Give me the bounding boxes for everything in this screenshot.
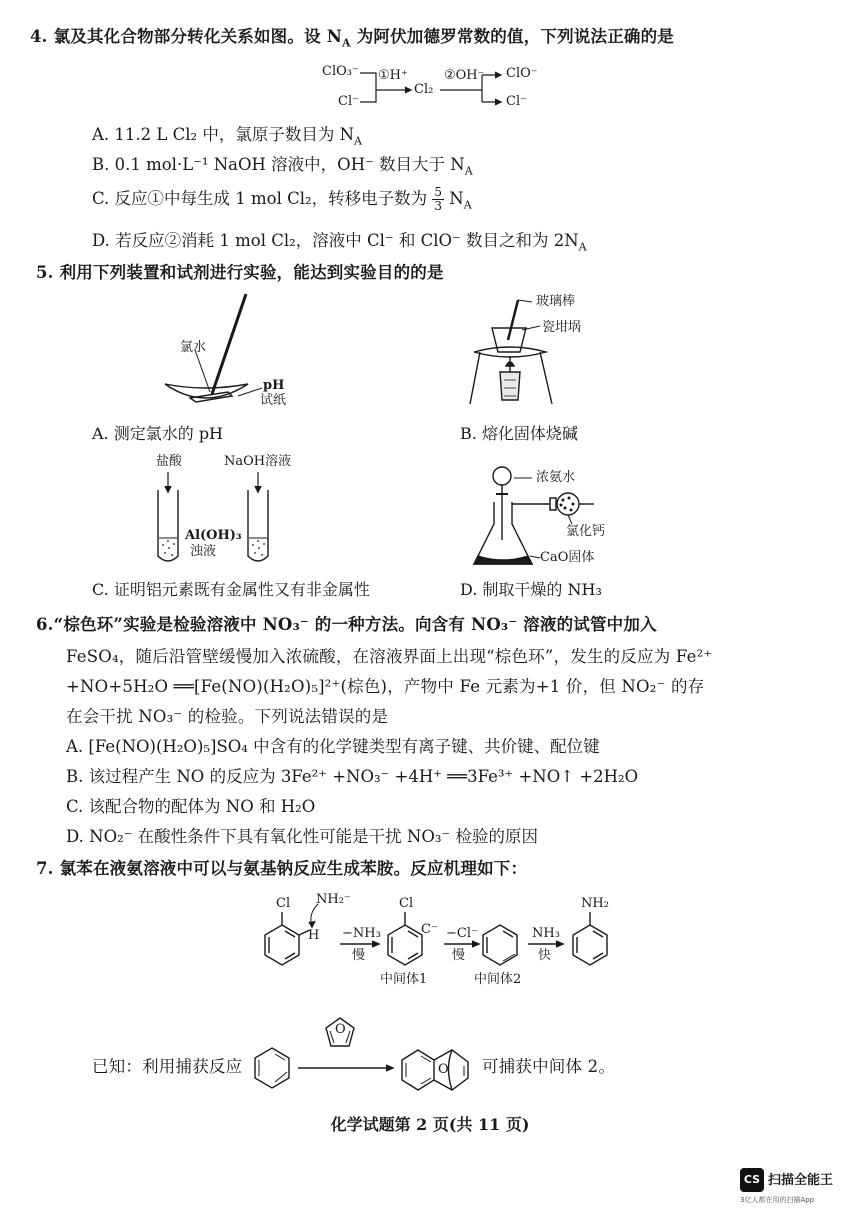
q5-option-a[interactable]: A. 测定氯水的 pH (92, 424, 224, 443)
label-test-paper: 试纸 (260, 393, 287, 408)
q7-stem: 7. 氯苯在液氨溶液中可以与氨基钠反应生成苯胺。反应机理如下： (36, 859, 528, 878)
label-cao-solid: CaO固体 (540, 550, 595, 565)
product-oxygen: O (438, 1062, 449, 1077)
watermark-tagline: 3亿人都在用的扫描App (740, 1196, 815, 1204)
q7-known-suffix: 可捕获中间体 2。 (482, 1057, 616, 1076)
q6-stem-line2: FeSO₄，随后沿管壁缓慢加入浓硫酸，在溶液界面上出现“棕色环”，发生的反应为 Fe²⁺ (66, 647, 713, 666)
mech-intermediate-1: 中间体1 (380, 972, 428, 987)
label-crucible: 瓷坩埚 (542, 320, 582, 335)
label-naoh-solution: NaOH溶液 (224, 454, 292, 469)
label-conc-ammonia: 浓氨水 (536, 470, 576, 485)
mech-step3-top: NH₃ (532, 926, 560, 941)
mech-step1-top: −NH₃ (342, 926, 381, 941)
q4-option-a[interactable]: A. 11.2 L Cl₂ 中，氯原子数目为 $N_A$ (92, 125, 362, 148)
scanner-watermark (740, 1168, 852, 1208)
mech-carbanion: C⁻ (421, 922, 438, 937)
scheme-cl-right: Cl⁻ (506, 94, 527, 109)
fraction-5-3: $\frac{5}{3}$ (434, 185, 443, 213)
q5-option-d[interactable]: D. 制取干燥的 NH₃ (460, 580, 602, 599)
q5-stem: 5. 利用下列装置和试剂进行实验，能达到实验目的的是 (36, 263, 444, 282)
label-hydrochloric-acid: 盐酸 (156, 454, 183, 469)
q6-option-b[interactable]: B. 该过程产生 NO 的反应为 3Fe²⁺ +NO₃⁻ +4H⁺ ══3Fe³⁺ +NO↑ +2H₂O (66, 767, 639, 786)
scheme-clo: ClO⁻ (506, 66, 538, 81)
camscanner-logo-icon: CS (740, 1168, 764, 1192)
label-chlorine-water: 氯水 (180, 340, 207, 355)
q4-stem: 4. 氯及其化合物部分转化关系如图。设 $N_A$ 为阿伏加德罗常数的值，下列说法正确的是 (30, 27, 674, 50)
q6-stem-line4: 在会干扰 NO₃⁻ 的检验。下列说法错误的是 (66, 707, 389, 726)
mech-cl-1: Cl (276, 896, 291, 911)
scheme-step1: ①H⁺ (378, 68, 408, 83)
q6-option-d[interactable]: D. NO₂⁻ 在酸性条件下具有氧化性可能是干扰 NO₃⁻ 检验的原因 (66, 827, 538, 846)
mech-nh2-attack: NH₂⁻ (316, 892, 351, 907)
q7-known-prefix: 已知：利用捕获反应 (92, 1057, 243, 1076)
scheme-clo3: ClO₃⁻ (322, 64, 359, 79)
page-footer: 化学试题第 2 页(共 11 页) (330, 1115, 530, 1134)
watermark-name: 扫描全能王 (768, 1173, 834, 1188)
mech-step3-bottom: 快 (538, 948, 552, 963)
mech-step2-top: −Cl⁻ (446, 926, 478, 941)
mech-step1-bottom: 慢 (352, 948, 366, 963)
mech-intermediate-2: 中间体2 (474, 972, 522, 987)
mech-nh2-product: NH₂ (581, 896, 609, 911)
mech-h: H (308, 928, 320, 943)
mech-cl-2: Cl (399, 896, 414, 911)
q6-option-a[interactable]: A. [Fe(NO)(H₂O)₅]SO₄ 中含有的化学键类型有离子键、共价键、配位键 (66, 737, 600, 756)
q4-option-d[interactable]: D. 若反应②消耗 1 mol Cl₂，溶液中 Cl⁻ 和 ClO⁻ 数目之和为 $2N_A$ (92, 231, 587, 254)
q5-option-b[interactable]: B. 熔化固体烧碱 (460, 424, 578, 443)
furan-oxygen: O (335, 1022, 346, 1037)
q6-stem-line3: +NO+5H₂O ══[Fe(NO)(H₂O)₅]²⁺(棕色)，产物中 Fe 元素为+1 价，但 NO₂⁻ 的存 (66, 677, 705, 696)
q5-option-c[interactable]: C. 证明铝元素既有金属性又有非金属性 (92, 580, 370, 599)
scheme-cl2: Cl₂ (414, 82, 434, 97)
q6-option-c[interactable]: C. 该配合物的配体为 NO 和 H₂O (66, 797, 316, 816)
q6-stem-line1: 6.“棕色环”实验是检验溶液中 NO₃⁻ 的一种方法。向含有 NO₃⁻ 溶液的试管中加入 (36, 615, 657, 634)
q4-option-b[interactable]: B. 0.1 mol·L⁻¹ NaOH 溶液中，OH⁻ 数目大于 $N_A$ (92, 155, 473, 178)
q4-option-c[interactable]: C. 反应①中每生成 1 mol Cl₂，转移电子数为 $\frac{5}{3}$ $N_A$ (92, 185, 472, 213)
label-aloh3: Al(OH)₃ (185, 528, 242, 543)
mech-step2-bottom: 慢 (452, 948, 466, 963)
label-calcium-chloride: 氯化钙 (566, 524, 606, 539)
scheme-step2: ②OH⁻ (444, 68, 485, 83)
label-ph: pH (263, 378, 285, 393)
scheme-cl-left: Cl⁻ (338, 94, 359, 109)
label-glass-rod: 玻璃棒 (536, 294, 576, 309)
label-turbid-liquid: 浊液 (190, 544, 217, 559)
